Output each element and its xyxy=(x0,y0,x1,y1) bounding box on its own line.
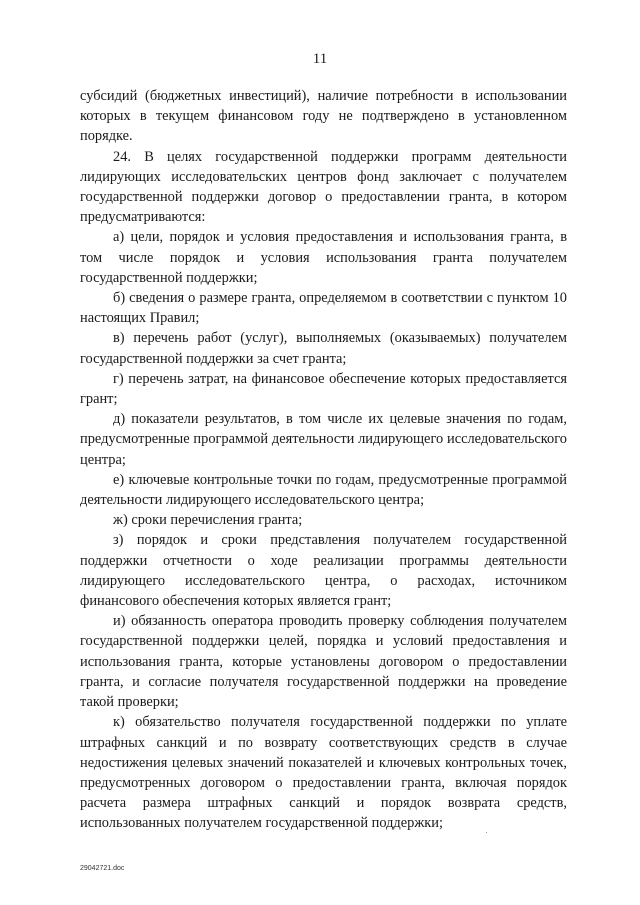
paragraph-subitem-v: в) перечень работ (услуг), выполняемых (оказываемых) получателем государственной поддержки за счет гранта; xyxy=(80,330,567,367)
paragraph-item-24: 24. В целях государственной поддержки программ деятельности лидирующих исследовательских центров фонд заключает с получателем государственной поддержки договор о предоставлении гранта, в котором предусматриваются: xyxy=(80,148,567,226)
scan-speck xyxy=(486,832,487,833)
paragraph-subitem-e: е) ключевые контрольные точки по годам, предусмотренные программой деятельности лидирующего исследовательского центра; xyxy=(80,471,567,509)
paragraph-continuation: субсидий (бюджетных инвестиций), наличие потребности в использовании которых в текущем финансовом году не подтверждено в установленном порядке. xyxy=(80,88,567,145)
paragraph-subitem-a: а) цели, порядок и условия предоставления и использования гранта, в том числе порядок и условия использования гранта получателем государственной поддержки; xyxy=(80,229,567,286)
paragraph-subitem-z: з) порядок и сроки представления получателем государственной поддержки отчетности о ходе реализации программы деятельности лидирующего исследовательского центра, о расходах, источником финансового обеспечения которых является грант; xyxy=(80,532,567,610)
paragraph-subitem-zh: ж) сроки перечисления гранта; xyxy=(113,512,303,529)
paragraph-subitem-i: и) обязанность оператора проводить проверку соблюдения получателем государственной поддержки целей, порядка и условий предоставления и использования гранта, которые установлены договором о предоставлении гранта, и согласие получателя государственной поддержки на проведение такой проверки; xyxy=(80,613,567,711)
paragraph-subitem-b: б) сведения о размере гранта, определяемом в соответствии с пунктом 10 настоящих Правил; xyxy=(80,290,567,327)
paragraph-subitem-d: д) показатели результатов, в том числе их целевые значения по годам, предусмотренные программой деятельности лидирующего исследовательского центра; xyxy=(80,411,567,468)
page-number: 11 xyxy=(312,51,328,67)
paragraph-subitem-g: г) перечень затрат, на финансовое обеспечение которых предоставляется грант; xyxy=(80,370,567,408)
paragraph-subitem-k: к) обязательство получателя государственной поддержки по уплате штрафных санкций и по возврату соответствующих средств в случае недостижения целевых значений показателей и ключевых контрольных точек, предусмотренных договором о предоставлении гранта, включая порядок расчета размера штрафных санкций и порядок возврата средств, использованных получателем государственной поддержки; xyxy=(80,714,567,832)
footer-filename: 29042721.doc xyxy=(80,865,125,872)
document-body xyxy=(80,86,567,834)
